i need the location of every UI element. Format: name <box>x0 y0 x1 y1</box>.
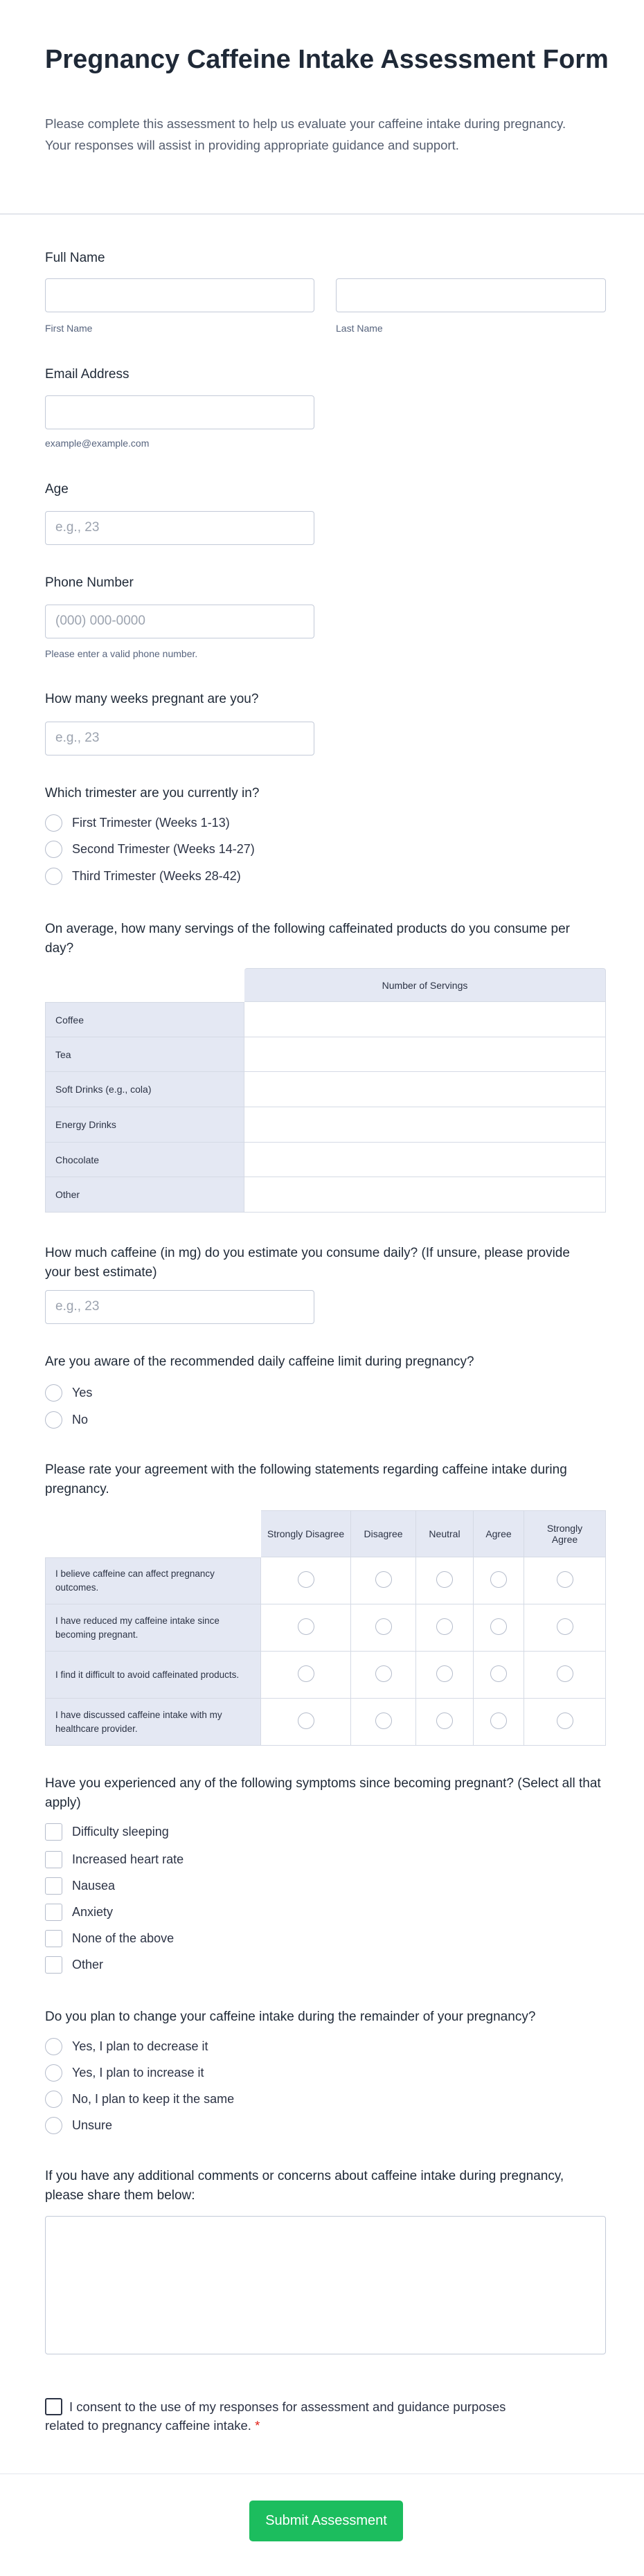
rating-cell[interactable] <box>416 1652 474 1699</box>
form-title: Pregnancy Caffeine Intake Assessment Form <box>45 45 609 74</box>
aware-option[interactable] <box>45 1410 88 1429</box>
radio-icon[interactable] <box>45 2117 62 2134</box>
email-input[interactable] <box>45 395 314 429</box>
symptoms-label: Have you experienced any of the following symptoms since becoming pregnant? (Select all that apply) <box>45 1776 601 1810</box>
trimester-option[interactable] <box>45 839 255 859</box>
table-row <box>45 1037 606 1072</box>
rating-cell[interactable] <box>351 1652 416 1699</box>
option-label: No, I plan to keep it the same <box>72 2091 235 2106</box>
rating-cell[interactable] <box>416 1699 474 1746</box>
radio-icon[interactable] <box>45 2091 62 2108</box>
plan-option[interactable] <box>45 2089 234 2109</box>
radio-icon[interactable] <box>298 1712 314 1729</box>
table-row <box>45 1557 606 1604</box>
option-label: Yes, I plan to increase it <box>72 2065 204 2079</box>
radio-icon[interactable] <box>557 1712 573 1729</box>
option-label: Unsure <box>72 2118 113 2132</box>
row-label: Chocolate <box>45 1143 244 1177</box>
radio-icon[interactable] <box>375 1712 392 1729</box>
row-label: Energy Drinks <box>45 1107 244 1143</box>
radio-icon[interactable] <box>557 1571 573 1588</box>
row-label: Soft Drinks (e.g., cola) <box>45 1072 244 1107</box>
column-header: Neutral <box>416 1510 474 1557</box>
checkbox-icon[interactable] <box>45 1823 62 1841</box>
radio-icon[interactable] <box>490 1712 507 1729</box>
symptoms-option[interactable] <box>45 1929 174 1948</box>
statement-label: I believe caffeine can affect pregnancy outcomes. <box>45 1557 261 1604</box>
caffeine-mg-input[interactable]: e.g., 23 <box>45 1290 314 1324</box>
trimester-option[interactable] <box>45 813 230 832</box>
caffeine-mg-label: How much caffeine (in mg) do you estimate you consume daily? (If unsure, please provide your best estimate) <box>45 1246 570 1280</box>
rating-cell[interactable] <box>351 1699 416 1746</box>
row-label: Tea <box>45 1037 244 1072</box>
symptoms-option[interactable] <box>45 1822 169 1841</box>
option-label: No <box>72 1412 89 1426</box>
email-label: Email Address <box>45 367 129 382</box>
plan-option[interactable] <box>45 2116 112 2135</box>
option-label: Increased heart rate <box>72 1852 184 1866</box>
table-row <box>45 1652 606 1699</box>
agreement-label: Please rate your agreement with the following statements regarding caffeine intake during pregnancy. <box>45 1463 567 1496</box>
symptoms-option[interactable] <box>45 1955 103 1974</box>
option-label: Other <box>72 1957 104 1971</box>
aware-option[interactable] <box>45 1383 92 1402</box>
trimester-option[interactable] <box>45 866 241 886</box>
weeks-input[interactable]: e.g., 23 <box>45 722 314 755</box>
agreement-matrix <box>45 1510 606 1746</box>
servings-column-header: Number of Servings <box>244 968 606 1002</box>
radio-icon[interactable] <box>490 1665 507 1682</box>
radio-icon[interactable] <box>45 868 62 885</box>
option-label: Difficulty sleeping <box>72 1824 169 1839</box>
symptoms-option[interactable] <box>45 1876 115 1895</box>
rating-cell[interactable] <box>524 1699 606 1746</box>
radio-icon[interactable] <box>375 1665 392 1682</box>
radio-icon[interactable] <box>45 2038 62 2055</box>
radio-icon[interactable] <box>298 1665 314 1682</box>
phone-input[interactable]: (000) 000-0000 <box>45 605 314 638</box>
rating-cell[interactable] <box>474 1557 524 1604</box>
servings-input-coffee[interactable] <box>244 1002 606 1037</box>
phone-helper: Please enter a valid phone number. <box>45 648 198 659</box>
option-label: First Trimester (Weeks 1-13) <box>72 815 230 830</box>
symptoms-option[interactable] <box>45 1902 113 1922</box>
column-header: Strongly Agree <box>524 1510 606 1557</box>
radio-icon[interactable] <box>375 1571 392 1588</box>
radio-icon[interactable] <box>45 814 62 832</box>
consent-label: I consent to the use of my responses for assessment and guidance purposes related to pregnancy caffeine intake. <box>45 2399 506 2433</box>
radio-icon[interactable] <box>45 841 62 858</box>
checkbox-icon[interactable] <box>45 1930 62 1947</box>
radio-icon[interactable] <box>298 1618 314 1635</box>
radio-icon[interactable] <box>45 2064 62 2082</box>
servings-input-energy-drinks[interactable] <box>244 1107 606 1143</box>
checkbox-icon[interactable] <box>45 1904 62 1921</box>
comments-label: If you have any additional comments or concerns about caffeine intake during pregnancy, please share them below: <box>45 2169 564 2203</box>
rating-cell[interactable] <box>261 1604 351 1652</box>
column-header: Disagree <box>351 1510 416 1557</box>
radio-icon[interactable] <box>45 1384 62 1402</box>
option-label: Anxiety <box>72 1904 114 1919</box>
trimester-label: Which trimester are you currently in? <box>45 786 260 800</box>
option-label: Yes <box>72 1385 93 1399</box>
radio-icon[interactable] <box>436 1618 453 1635</box>
table-row <box>45 1002 606 1037</box>
radio-icon[interactable] <box>490 1618 507 1635</box>
plan-label: Do you plan to change your caffeine intake during the remainder of your pregnancy? <box>45 2010 536 2024</box>
rating-cell[interactable] <box>261 1652 351 1699</box>
table-row <box>45 1699 606 1746</box>
weeks-label: How many weeks pregnant are you? <box>45 692 259 706</box>
rating-cell[interactable] <box>261 1699 351 1746</box>
age-label: Age <box>45 482 69 497</box>
symptoms-option[interactable] <box>45 1850 184 1869</box>
last-name-input[interactable] <box>336 278 606 312</box>
statement-label: I find it difficult to avoid caffeinated products. <box>45 1652 261 1699</box>
table-row <box>45 1604 606 1652</box>
option-label: Third Trimester (Weeks 28-42) <box>72 868 241 883</box>
column-header: Strongly Disagree <box>261 1510 351 1557</box>
radio-icon[interactable] <box>436 1712 453 1729</box>
option-label: Yes, I plan to decrease it <box>72 2039 208 2053</box>
empty-corner <box>45 968 244 1002</box>
first-name-input[interactable] <box>45 278 314 312</box>
rating-cell[interactable] <box>261 1557 351 1604</box>
radio-icon[interactable] <box>375 1618 392 1635</box>
required-asterisk: * <box>255 2418 260 2433</box>
option-label: Second Trimester (Weeks 14-27) <box>72 841 255 856</box>
comments-textarea[interactable] <box>45 2216 606 2354</box>
statement-label: I have reduced my caffeine intake since becoming pregnant. <box>45 1604 261 1652</box>
rating-cell[interactable] <box>474 1699 524 1746</box>
rating-cell[interactable] <box>474 1604 524 1652</box>
header-divider <box>0 213 644 215</box>
option-label: None of the above <box>72 1931 175 1945</box>
rating-cell[interactable] <box>351 1604 416 1652</box>
statement-label: I have discussed caffeine intake with my healthcare provider. <box>45 1699 261 1746</box>
email-helper: example@example.com <box>45 438 150 449</box>
rating-cell[interactable] <box>524 1652 606 1699</box>
radio-icon[interactable] <box>557 1665 573 1682</box>
column-header: Agree <box>474 1510 524 1557</box>
first-name-sublabel: First Name <box>45 323 93 334</box>
form-description: Please complete this assessment to help us evaluate your caffeine intake during pregnancy. Your responses will assist in providing appropriate guidance and support. <box>45 116 566 152</box>
aware-label: Are you aware of the recommended daily caffeine limit during pregnancy? <box>45 1354 474 1369</box>
radio-icon[interactable] <box>436 1571 453 1588</box>
servings-input-other[interactable] <box>244 1177 606 1213</box>
option-label: Nausea <box>72 1878 116 1893</box>
table-row <box>45 1107 606 1143</box>
row-label: Other <box>45 1177 244 1213</box>
table-row <box>45 1177 606 1213</box>
servings-label: On average, how many servings of the following caffeinated products do you consume per day? <box>45 922 570 956</box>
submit-button[interactable]: Submit Assessment <box>249 2501 403 2541</box>
checkbox-icon[interactable] <box>45 1851 62 1868</box>
empty-corner <box>45 1510 261 1557</box>
rating-cell[interactable] <box>524 1604 606 1652</box>
radio-icon[interactable] <box>298 1571 314 1588</box>
rating-cell[interactable] <box>351 1557 416 1604</box>
consent-checkbox[interactable] <box>45 2398 62 2415</box>
plan-option[interactable] <box>45 2037 208 2056</box>
radio-icon[interactable] <box>436 1665 453 1682</box>
rating-cell[interactable] <box>416 1557 474 1604</box>
checkbox-icon[interactable] <box>45 1956 62 1974</box>
radio-icon[interactable] <box>45 1411 62 1429</box>
rating-cell[interactable] <box>474 1652 524 1699</box>
radio-icon[interactable] <box>557 1618 573 1635</box>
age-input[interactable]: e.g., 23 <box>45 511 314 545</box>
phone-label: Phone Number <box>45 575 134 590</box>
servings-table <box>45 968 606 1213</box>
servings-input-chocolate[interactable] <box>244 1143 606 1177</box>
row-label: Coffee <box>45 1002 244 1037</box>
last-name-sublabel: Last Name <box>336 323 383 334</box>
radio-icon[interactable] <box>490 1571 507 1588</box>
rating-cell[interactable] <box>524 1557 606 1604</box>
plan-option[interactable] <box>45 2063 204 2082</box>
consent-field <box>45 2397 530 2435</box>
table-row <box>45 1072 606 1107</box>
servings-input-tea[interactable] <box>244 1037 606 1072</box>
full-name-label: Full Name <box>45 251 105 265</box>
table-row <box>45 1143 606 1177</box>
rating-cell[interactable] <box>416 1604 474 1652</box>
checkbox-icon[interactable] <box>45 1877 62 1895</box>
servings-input-soft-drinks[interactable] <box>244 1072 606 1107</box>
